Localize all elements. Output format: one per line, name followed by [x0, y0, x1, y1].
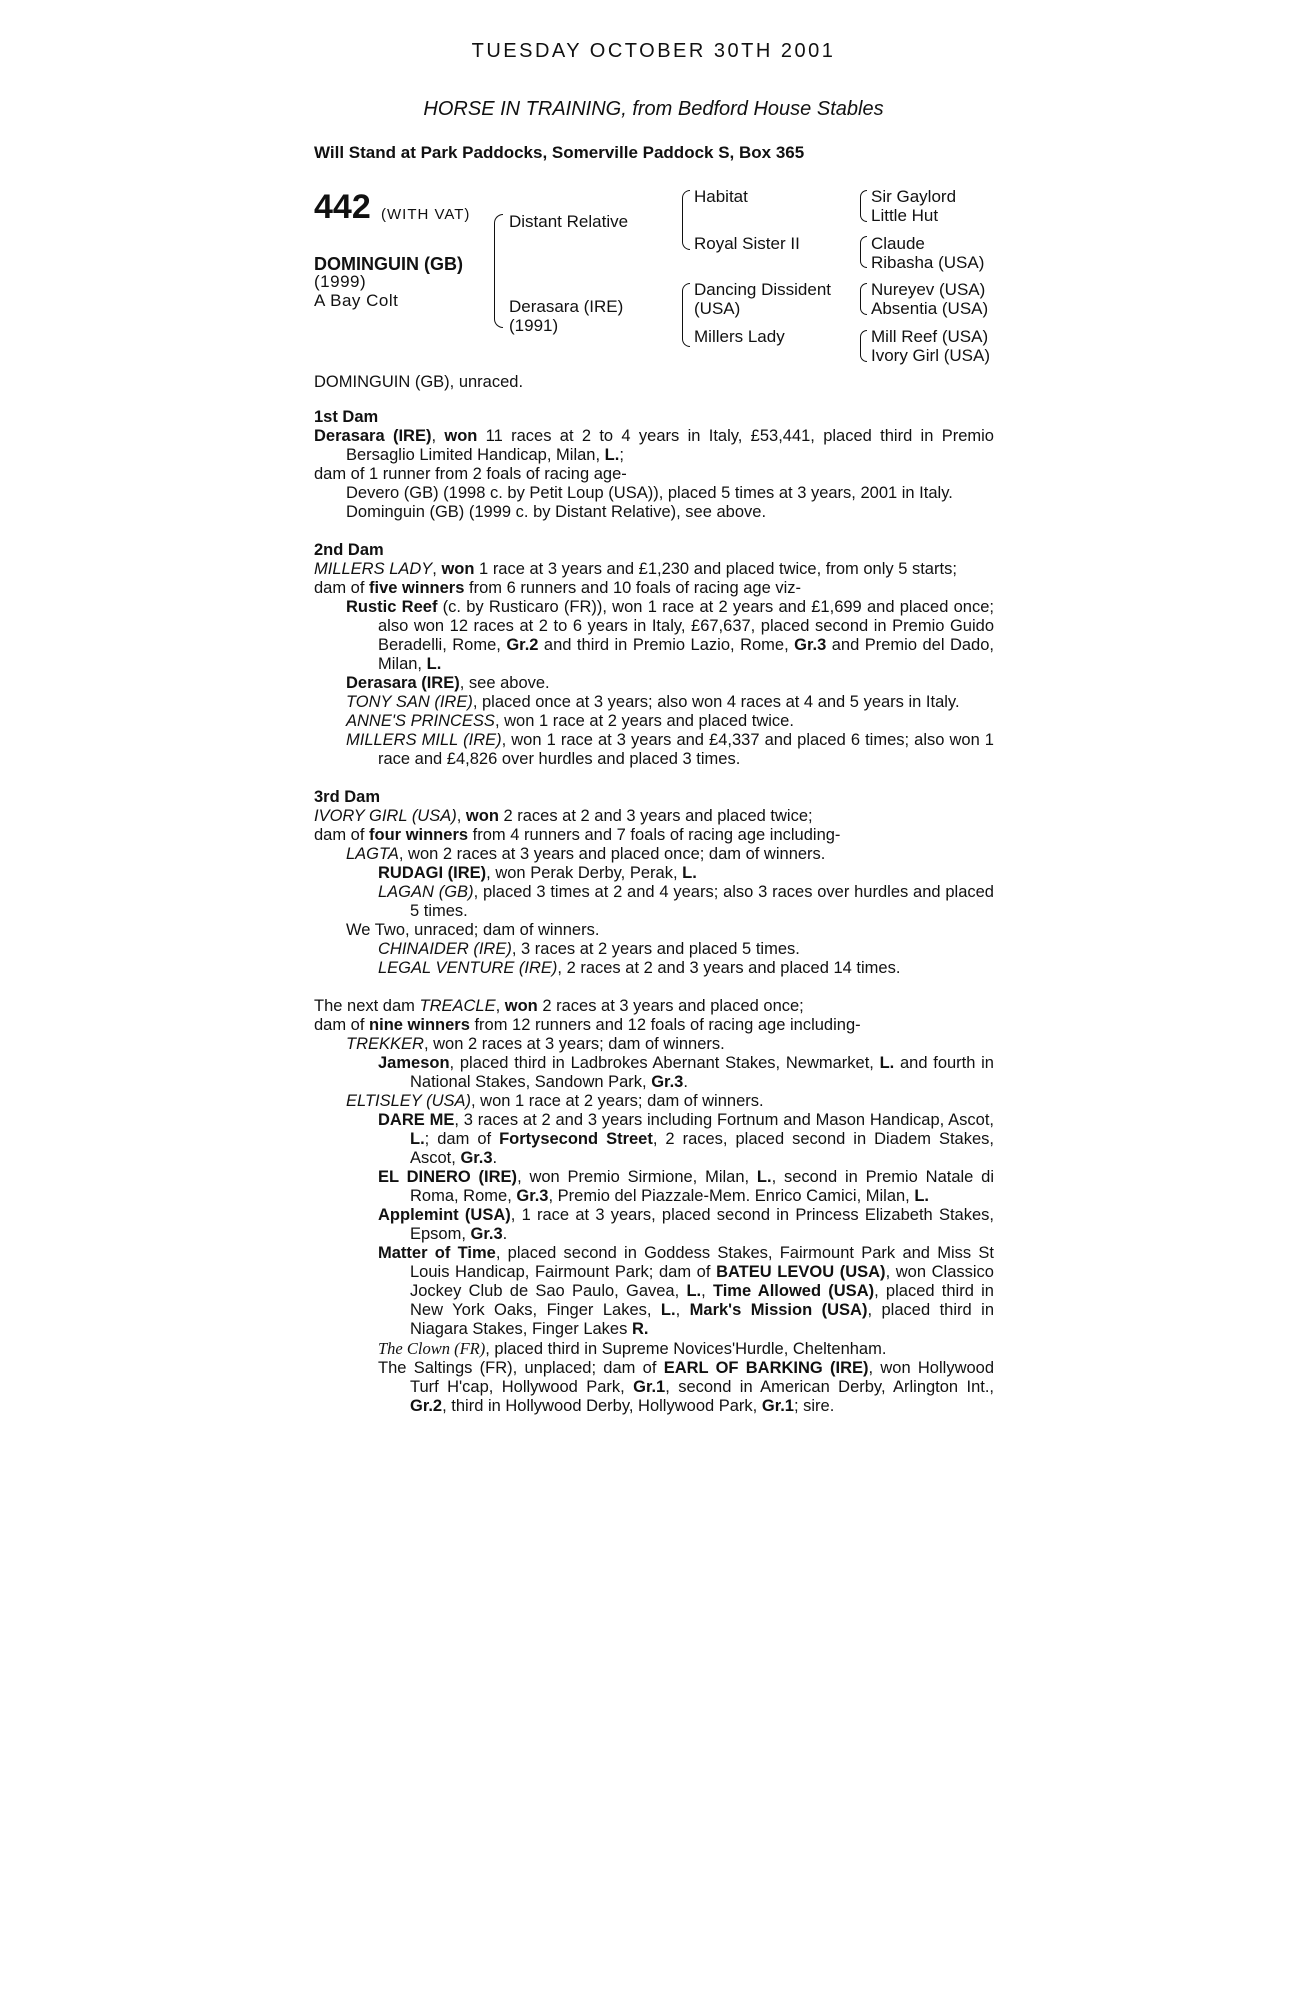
- listed-label: L.: [879, 1054, 895, 1072]
- pedigree-ssd: Little Hut: [871, 206, 939, 225]
- record-text: , 1 race at 3 years, placed second in Princess Elizabeth Stakes, Epsom,: [410, 1206, 994, 1243]
- produce-rustic-reef: [314, 598, 994, 674]
- listed-label: L.: [660, 1301, 676, 1319]
- listed-label: L.: [426, 655, 442, 673]
- pedigree-brace: [682, 190, 690, 250]
- produce-text: from 6 runners and 10 foals of racing age viz-: [464, 579, 801, 597]
- won-label: won: [504, 997, 538, 1015]
- produce-text: from 4 runners and 7 foals of racing age including-: [468, 826, 841, 844]
- group-label: Gr.3: [460, 1149, 493, 1167]
- produce-chinaider: [314, 940, 994, 959]
- record-text: , placed third in Ladbrokes Abernant Stakes, Newmarket,: [449, 1054, 880, 1072]
- record-text: , see above.: [459, 674, 550, 692]
- produce-legal-venture: [314, 959, 994, 978]
- record-text: , won 2 races at 3 years; dam of winners.: [423, 1035, 725, 1053]
- record-text: , 2 races, placed second in Diadem Stakes, Ascot,: [410, 1130, 994, 1167]
- horse-name: ELTISLEY (USA): [346, 1092, 472, 1110]
- horse-name: LAGAN (GB): [378, 883, 474, 901]
- pedigree-sire: Distant Relative: [509, 212, 629, 231]
- winners-count: nine winners: [369, 1016, 470, 1034]
- pedigree-dam-sire-country: (USA): [694, 299, 741, 318]
- second-dam-produce: [314, 579, 994, 598]
- produce-derasara: [314, 674, 994, 693]
- pedigree-dam-dam: Millers Lady: [694, 327, 785, 346]
- record-text: and fourth in National Stakes, Sandown Park,: [410, 1054, 994, 1091]
- record-text: , 2 races at 2 and 3 years and placed 14 times.: [557, 959, 901, 977]
- record-text: The next dam: [314, 997, 420, 1015]
- won-label: won: [465, 807, 499, 825]
- pedigree-brace: [860, 236, 867, 268]
- horse-name: EL DINERO (IRE): [378, 1168, 518, 1186]
- produce-jameson: [314, 1054, 994, 1092]
- listed-label: L.: [686, 1282, 702, 1300]
- record-text: , won 1 race at 2 years and placed twice.: [494, 712, 794, 730]
- first-dam-heading: 1st Dam: [314, 408, 379, 426]
- third-dam-name: IVORY GIRL (USA): [314, 807, 457, 825]
- record-text: , won Classico Jockey Club de Sao Paulo, Gavea,: [410, 1263, 994, 1300]
- next-dam-record: [314, 997, 994, 1016]
- record-text: , placed third in Supreme Novices'Hurdle, Cheltenham.: [485, 1340, 887, 1358]
- vat-note: (WITH VAT): [381, 206, 471, 223]
- produce-trekker: [314, 1035, 994, 1054]
- record-text: , won Perak Derby, Perak,: [486, 864, 683, 882]
- produce-eltisley: [314, 1092, 994, 1111]
- horse-year: (1999): [314, 272, 367, 291]
- pedigree-sdd: Ribasha (USA): [871, 253, 985, 272]
- pedigree-dss: Nureyev (USA): [871, 280, 986, 299]
- horse-name: LEGAL VENTURE (IRE): [378, 959, 558, 977]
- horse-name: Mark's Mission (USA): [689, 1301, 868, 1319]
- group-label: Gr.1: [633, 1378, 666, 1396]
- listed-label: L.: [914, 1187, 930, 1205]
- punct: ,: [675, 1301, 690, 1319]
- first-dam-produce: dam of 1 runner from 2 foals of racing age-: [314, 465, 627, 483]
- first-dam-record: Derasara (IRE), won 11 races at 2 to 4 years in Italy, £53,441, placed third in Premio Bersaglio Limited Handicap, Milan, L.;: [314, 427, 994, 464]
- punct: ;: [619, 446, 624, 464]
- produce-the-saltings: [314, 1359, 994, 1416]
- produce-tony-san: [314, 693, 994, 712]
- next-dam-name: TREACLE: [419, 997, 496, 1015]
- punct: ,: [456, 807, 466, 825]
- produce-text: from 12 runners and 12 foals of racing age including-: [469, 1016, 861, 1034]
- pedigree-notes: [314, 408, 994, 1416]
- group-label: Gr.3: [651, 1073, 684, 1091]
- listed-label: L.: [410, 1130, 425, 1148]
- record-text: , placed second in Goddess Stakes, Fairmount Park and Miss St Louis Handicap, Fairmount Park; dam of: [410, 1244, 994, 1281]
- horse-name: DOMINGUIN (GB): [314, 254, 463, 274]
- punct: ,: [495, 997, 505, 1015]
- produce-millers-mill: [314, 731, 994, 769]
- record-text: , won 1 race at 2 years; dam of winners.: [471, 1092, 764, 1110]
- listed-label: L.: [682, 864, 697, 882]
- pedigree-dsd: Absentia (USA): [871, 299, 989, 318]
- record-text: , won 2 races at 3 years and placed once; dam of winners.: [398, 845, 826, 863]
- sale-date: TUESDAY OCTOBER 30TH 2001: [471, 40, 836, 62]
- horse-name: CHINAIDER (IRE): [378, 940, 512, 958]
- horse-name: Rustic Reef: [346, 598, 438, 616]
- pedigree-brace: [494, 214, 503, 328]
- horse-name: MILLERS MILL (IRE): [346, 731, 502, 749]
- foal-dominguin: Dominguin (GB) (1999 c. by Distant Relative), see above.: [346, 503, 767, 521]
- horse-name: TREKKER: [346, 1035, 424, 1053]
- winners-count: five winners: [369, 579, 465, 597]
- pedigree-brace: [682, 283, 690, 347]
- third-dam-record: [314, 807, 994, 826]
- group-label: Gr.3: [794, 636, 827, 654]
- record-text: 2 races at 2 and 3 years and placed twice;: [498, 807, 813, 825]
- punct: ; sire.: [793, 1397, 835, 1415]
- horse-name: Fortysecond Street: [499, 1130, 653, 1148]
- produce-lagta: [314, 845, 994, 864]
- produce-lagan: [314, 883, 994, 921]
- produce-el-dinero: [314, 1168, 994, 1206]
- lot-number: 442: [314, 188, 371, 226]
- pedigree-sds: Claude: [871, 234, 925, 253]
- first-dam-record-text: 11 races at 2 to 4 years in Italy, £53,441, placed third in Premio Bersaglio Limited Handicap, Milan,: [346, 427, 994, 464]
- third-dam-produce: [314, 826, 994, 845]
- listed-label: L.: [604, 446, 620, 464]
- horse-name: Derasara (IRE): [346, 674, 460, 692]
- horse-name: LAGTA: [346, 845, 399, 863]
- record-text: and Premio del Dado, Milan,: [378, 636, 994, 673]
- second-dam-name: MILLERS LADY: [314, 560, 433, 578]
- produce-text: dam of: [314, 826, 370, 844]
- pedigree-sss: Sir Gaylord: [871, 187, 957, 206]
- second-dam-record: MILLERS LADY, won 1 race at 3 years and £1,230 and placed twice, from only 5 starts;: [314, 560, 957, 578]
- record-text: , placed once at 3 years; also won 4 races at 4 and 5 years in Italy.: [472, 693, 960, 711]
- group-label: Gr.3: [516, 1187, 549, 1205]
- produce-annes-princess: [314, 712, 994, 731]
- punct: .: [502, 1225, 508, 1243]
- group-label: Gr.1: [761, 1397, 794, 1415]
- pedigree-brace: [860, 190, 867, 222]
- record-text: , won Hollywood Turf H'cap, Hollywood Park,: [410, 1359, 995, 1396]
- group-label: Gr.2: [410, 1397, 443, 1415]
- produce-text: dam of: [314, 1016, 370, 1034]
- record-text: , 3 races at 2 and 3 years including Fortnum and Mason Handicap, Ascot,: [454, 1111, 994, 1129]
- punct: ,: [701, 1282, 713, 1300]
- record-text: , won 1 race at 3 years and £4,337 and placed 6 times; also won 1 race and £4,826 over hurdles and placed 3 times.: [378, 731, 994, 768]
- first-dam-name: Derasara (IRE): [314, 427, 432, 445]
- pedigree-brace: [860, 330, 867, 362]
- third-dam-heading: 3rd Dam: [314, 788, 381, 806]
- record-text: and third in Premio Lazio, Rome,: [538, 636, 795, 654]
- stand-location: Will Stand at Park Paddocks, Somerville Paddock S, Box 365: [314, 143, 805, 162]
- record-text: , Premio del Piazzale-Mem. Enrico Camici, Milan,: [548, 1187, 915, 1205]
- listed-label: L.: [756, 1168, 772, 1186]
- record-text: ; dam of: [424, 1130, 500, 1148]
- record-text: , second in American Derby, Arlington Int.,: [665, 1378, 995, 1396]
- punct: .: [683, 1073, 688, 1091]
- record-text: The Saltings (FR), unplaced; dam of: [378, 1359, 664, 1377]
- restricted-label: R.: [631, 1320, 649, 1338]
- horse-name: ANNE'S PRINCESS: [346, 712, 495, 730]
- foal-devero: Devero (GB) (1998 c. by Petit Loup (USA)), placed 5 times at 3 years, 2001 in Italy.: [346, 484, 953, 502]
- record-text: , 3 races at 2 years and placed 5 times.: [511, 940, 800, 958]
- record-text: , won Premio Sirmione, Milan,: [517, 1168, 757, 1186]
- record-text: 2 races at 3 years and placed once;: [537, 997, 804, 1015]
- horse-name: Jameson: [378, 1054, 450, 1072]
- horse-name: The Clown (FR): [378, 1339, 486, 1358]
- produce-text: dam of: [314, 579, 370, 597]
- record-text: , third in Hollywood Derby, Hollywood Park,: [442, 1397, 762, 1415]
- record-text: , second in Premio Natale di Roma, Rome,: [410, 1168, 994, 1205]
- pedigree-brace: [860, 283, 867, 315]
- won-label: won: [444, 427, 478, 445]
- horse-name: EARL OF BARKING (IRE): [663, 1359, 869, 1377]
- winners-count: four winners: [369, 826, 469, 844]
- pedigree-sire-sire: Habitat: [694, 187, 748, 206]
- record-text: , placed third in Niagara Stakes, Finger Lakes: [410, 1301, 994, 1338]
- group-label: Gr.2: [506, 636, 539, 654]
- page-subtitle: HORSE IN TRAINING, from Bedford House Stables: [423, 98, 884, 120]
- produce-rudagi: [314, 864, 994, 883]
- group-label: Gr.3: [470, 1225, 503, 1243]
- record-text: (c. by Rusticaro (FR)), won 1 race at 2 years and £1,699 and placed once; also won 12 races at 2 to 6 years in Italy, £67,637, placed second in Premio Guido Beradelli, Rome,: [378, 598, 994, 654]
- next-dam-produce: [314, 1016, 994, 1035]
- record-text: , placed 3 times at 2 and 4 years; also 3 races over hurdles and placed 5 times.: [410, 883, 994, 920]
- second-dam-heading: 2nd Dam: [314, 541, 384, 559]
- produce-we-two: We Two, unraced; dam of winners.: [346, 921, 600, 939]
- pedigree-dam: Derasara (IRE): [509, 297, 624, 316]
- produce-dare-me: [314, 1111, 994, 1168]
- horse-name: BATEU LEVOU (USA): [716, 1263, 886, 1281]
- horse-name: DARE ME: [378, 1111, 455, 1129]
- race-status: DOMINGUIN (GB), unraced.: [314, 373, 524, 391]
- horse-name: TONY SAN (IRE): [346, 693, 473, 711]
- produce-matter-of-time: [314, 1244, 994, 1339]
- second-dam-record-text: 1 race at 3 years and £1,230 and placed twice, from only 5 starts;: [474, 560, 957, 578]
- record-text: , placed third in New York Oaks, Finger Lakes,: [410, 1282, 994, 1319]
- produce-the-clown: [314, 1339, 994, 1359]
- won-label: won: [441, 560, 475, 578]
- pedigree-dds: Mill Reef (USA): [871, 327, 989, 346]
- pedigree-ddd: Ivory Girl (USA): [871, 346, 990, 365]
- punct: .: [492, 1149, 498, 1167]
- pedigree-dam-sire: Dancing Dissident: [694, 280, 832, 299]
- pedigree-dam-year: (1991): [509, 316, 559, 335]
- horse-name: Matter of Time: [378, 1244, 496, 1262]
- horse-name: RUDAGI (IRE): [378, 864, 487, 882]
- pedigree-sire-dam: Royal Sister II: [694, 234, 800, 253]
- horse-description: A Bay Colt: [314, 291, 399, 310]
- produce-applemint: [314, 1206, 994, 1244]
- horse-name: Applemint (USA): [378, 1206, 511, 1224]
- horse-name: Time Allowed (USA): [712, 1282, 875, 1300]
